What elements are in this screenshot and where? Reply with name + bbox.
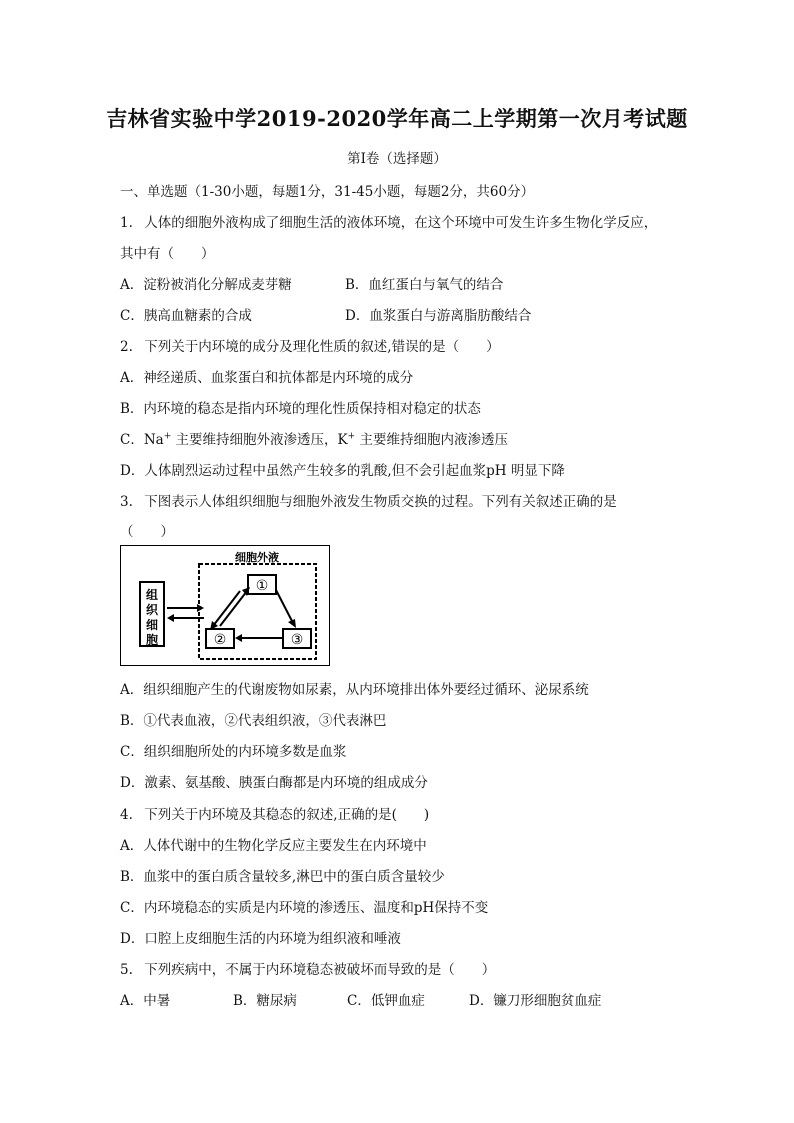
- exam-title: 吉林省实验中学2019-2020学年高二上学期第一次月考试题: [106, 106, 688, 131]
- node-1-label: ①: [255, 578, 269, 594]
- section-heading: 一、单选题（1-30小题，每题1分，31-45小题，每题2分，共60分）: [120, 184, 535, 200]
- q2-c-part1: C．Na: [120, 432, 164, 448]
- q4-number: 4.: [120, 807, 133, 823]
- q3-number: 3.: [120, 494, 133, 510]
- q3-stem-line1: [120, 490, 617, 510]
- tissue-cell-char-2: 织: [145, 603, 159, 617]
- q4-option-d: D．口腔上皮细胞生活的内环境为组织液和唾液: [120, 931, 401, 947]
- q5-stem: [120, 958, 495, 978]
- q5-stem-text: 下列疾病中，不属于内环境稳态被破坏而导致的是（ ）: [144, 962, 496, 978]
- q1-number: 1.: [120, 215, 133, 231]
- q4-option-c: C．内环境稳态的实质是内环境的渗透压、温度和pH保持不变: [120, 900, 489, 916]
- q2-number: 2.: [120, 339, 133, 355]
- q5-option-c: C．低钾血症: [347, 993, 425, 1009]
- q2-c-sup2: +: [347, 431, 356, 442]
- q1-option-d: D．血浆蛋白与游离脂肪酸结合: [345, 308, 532, 324]
- q2-c-sup1: +: [163, 431, 172, 442]
- node-3-label: ③: [290, 632, 304, 648]
- q3-option-d: D．激素、氨基酸、胰蛋白酶都是内环境的组成成分: [120, 775, 428, 791]
- q2-stem-text: 下列关于内环境的成分及理化性质的叙述,错误的是（ ）: [144, 339, 500, 355]
- extracellular-fluid-label: 细胞外液: [235, 551, 279, 564]
- q5-option-d: D．镰刀形细胞贫血症: [469, 993, 602, 1009]
- tissue-cell-char-3: 细: [145, 618, 159, 632]
- q1-option-b: B．血红蛋白与氧气的结合: [345, 277, 504, 293]
- q4-stem: [120, 803, 429, 823]
- q3-option-c: C．组织细胞所处的内环境多数是血浆: [120, 744, 347, 760]
- q3-stem-line2: （ ）: [120, 524, 174, 540]
- q4-option-b: B．血浆中的蛋白质含量较多,淋巴中的蛋白质含量较少: [120, 869, 445, 885]
- q4-stem-text: 下列关于内环境及其稳态的叙述,正确的是( ): [144, 807, 430, 823]
- q3-option-b: B．①代表血液，②代表组织液，③代表淋巴: [120, 713, 387, 729]
- q2-stem: [120, 335, 500, 355]
- q2-c-part2: 主要维持细胞外液渗透压，K: [171, 432, 348, 448]
- tissue-cell-char-1: 组: [145, 588, 159, 602]
- q2-option-c: [120, 428, 508, 448]
- q1-stem-text: 人体的细胞外液构成了细胞生活的液体环境，在这个环境中可发生许多生物化学反应，: [144, 215, 658, 231]
- q3-option-a: A．组织细胞产生的代谢废物如尿素，从内环境排出体外要经过循环、泌尿系统: [120, 682, 589, 698]
- exam-subtitle: 第I卷（选择题）: [347, 151, 447, 167]
- node-2-label: ②: [213, 632, 227, 648]
- q5-option-b: B．糖尿病: [233, 993, 297, 1009]
- q1-option-c: C．胰高血糖素的合成: [120, 308, 252, 324]
- q3-stem-text: 下图表示人体组织细胞与细胞外液发生物质交换的过程。下列有关叙述正确的是: [144, 494, 617, 510]
- q4-option-a: A．人体代谢中的生物化学反应主要发生在内环境中: [120, 838, 427, 854]
- q2-option-b: B．内环境的稳态是指内环境的理化性质保持相对稳定的状态: [120, 401, 481, 417]
- q2-option-d: D．人体剧烈运动过程中虽然产生较多的乳酸,但不会引起血浆pH 明显下降: [120, 463, 565, 479]
- q5-option-a: A．中暑: [120, 993, 171, 1009]
- q1-stem-line2: 其中有（ ）: [120, 246, 215, 262]
- q1-option-a: A．淀粉被消化分解成麦芽糖: [120, 277, 292, 293]
- q5-number: 5.: [120, 962, 133, 978]
- q1-stem-line1: [120, 211, 657, 231]
- q2-option-a: A．神经递质、血浆蛋白和抗体都是内环境的成分: [120, 370, 414, 386]
- tissue-cell-char-4: 胞: [145, 633, 159, 647]
- q2-c-part3: 主要维持细胞内液渗透压: [355, 432, 508, 448]
- q3-diagram: [120, 545, 330, 666]
